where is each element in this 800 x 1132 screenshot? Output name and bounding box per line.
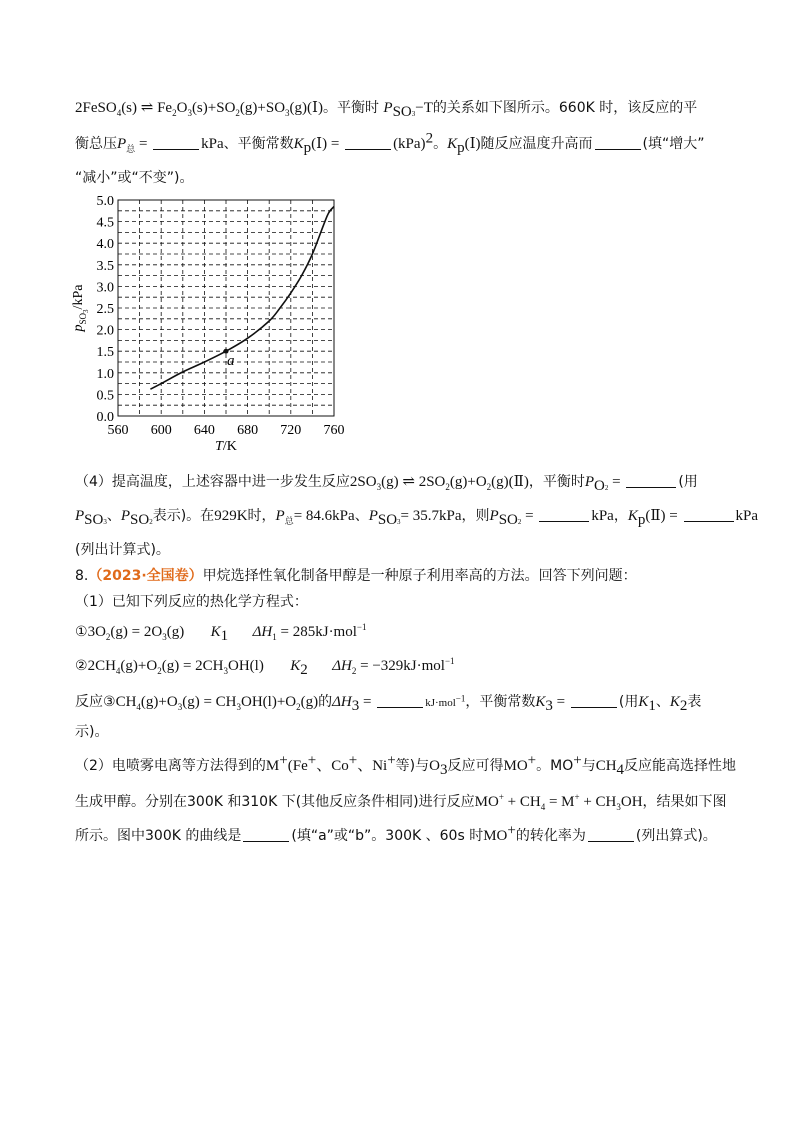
y-tick-label: 3.5 bbox=[96, 258, 114, 274]
source-tag: （2023·全国卷） bbox=[88, 568, 203, 584]
q7-line-1: 2FeSO$_4$(s) ⇌ $Fe_2O_3(s)+SO_2(g)+SO_3(g)(Ⅰ)$。平衡时 $P_{SO3}-T$的关系如下图所示。660K 时，该反应的平 bbox=[75, 100, 698, 120]
answer-blank-curve[interactable] bbox=[243, 827, 289, 842]
equation-1: 2FeSO$_4$(s) ⇌ $Fe_2O_3(s)+SO_2(g)+SO_3(g)(Ⅰ)$ bbox=[75, 100, 323, 118]
answer-blank-k3[interactable] bbox=[571, 693, 617, 708]
q8-part2-line-2: 生成甲醇。分别在300K 和310K 下(其他反应条件相同)进行反应$MO^+ + CH_4 = M^+ + CH_3OH$，结果如下图 bbox=[75, 792, 727, 812]
answer-blank-kp1[interactable] bbox=[345, 135, 391, 150]
pressure-temperature-chart bbox=[68, 192, 358, 460]
q8-title: 8.（2023·全国卷）甲烷选择性氧化制备甲醇是一种原子利用率高的方法。回答下列问题： bbox=[75, 568, 637, 584]
q7-line-3: “减小”或“不变”)。 bbox=[75, 170, 194, 186]
q8-part2-line-3: 所示。图中300K 的曲线是 (填“a”或“b”。300K 、60s 时MO+的转化率为 (列出算式)。 bbox=[75, 822, 717, 844]
y-tick-label: 1.5 bbox=[96, 345, 114, 361]
answer-blank-po2[interactable] bbox=[626, 473, 676, 488]
chart-grid bbox=[118, 200, 334, 416]
x-tick-label: 680 bbox=[237, 423, 259, 438]
reaction-3-cont: 示)。 bbox=[75, 724, 109, 740]
y-tick-label: 4.5 bbox=[96, 215, 114, 231]
answer-blank-total-pressure[interactable] bbox=[153, 135, 199, 150]
y-tick-labels bbox=[97, 194, 115, 425]
y-tick-label: 5.0 bbox=[96, 194, 114, 209]
p-so3-subscript: SO3 bbox=[392, 103, 416, 120]
x-tick-labels bbox=[108, 423, 345, 438]
y-axis-label: $p_{SO}3$/kPa bbox=[71, 284, 90, 332]
point-a-label: a bbox=[227, 353, 235, 370]
y-tick-label: 3.0 bbox=[96, 280, 114, 296]
x-tick-label: 560 bbox=[107, 423, 129, 438]
answer-blank-conversion[interactable] bbox=[588, 827, 634, 842]
q4-line-2: $P_{SO3}$、$P_{SO2}$表示)。在929K时，$P_总= 84.6kPa$、$P_{SO3}= 35.7kPa$，则$P_{SO2}$ = kPa，$K_p(Ⅱ)$ = kPa bbox=[75, 508, 759, 528]
x-tick-label: 760 bbox=[323, 423, 345, 438]
chart-svg bbox=[68, 192, 358, 460]
equation-2: $2SO_3(g)$ ⇌ $2SO_2(g)+O_2(g)(Ⅱ)$ bbox=[349, 474, 529, 492]
y-tick-label: 0.0 bbox=[96, 410, 114, 425]
q4-line-1: （4）提高温度，上述容器中进一步发生反应$2SO_3(g)$ ⇌ $2SO_2(g)+O_2(g)(Ⅱ)$，平衡时$P_{O2}$ = (用 bbox=[75, 474, 698, 494]
reaction-3: 反应$③CH_4(g)+O_3(g) = CH_3OH(l)+O_2(g)$的$\Delta H_3 = kJ\cdot mol^{-1}$，平衡常数$K_3$ = (用$K_1$、$K_2$表 bbox=[75, 693, 702, 714]
y-tick-label: 0.5 bbox=[96, 388, 114, 404]
x-tick-label: 600 bbox=[150, 423, 172, 438]
answer-blank-kp2[interactable] bbox=[684, 507, 734, 522]
reaction-1: $①3O_2(g) = 2O_3(g)$ $K_1$ $\Delta H_1 = 285kJ\cdot mol^{-1}$ bbox=[75, 622, 367, 644]
reaction-2: $②2CH_4(g)+O_2(g) = 2CH_3OH(l)$ $K_2$ $\Delta H_2 = -329kJ\cdot mol^{-1}$ bbox=[75, 656, 455, 678]
x-tick-label: 720 bbox=[280, 423, 302, 438]
x-axis-label: T/K bbox=[215, 439, 237, 454]
answer-blank-trend[interactable] bbox=[595, 135, 641, 150]
y-tick-label: 1.0 bbox=[96, 366, 114, 382]
q4-line-3: (列出计算式)。 bbox=[75, 542, 170, 558]
y-tick-label: 2.5 bbox=[96, 302, 114, 317]
y-tick-label: 2.0 bbox=[96, 323, 114, 339]
q8-part1-intro: （1）已知下列反应的热化学方程式： bbox=[75, 594, 308, 610]
q8-part2-line-1: （2）电喷雾电离等方法得到的M+(Fe+、Co+、Ni+等)与$O_3$反应可得MO+。MO+与$CH_4$反应能高选择性地 bbox=[75, 752, 737, 778]
x-tick-label: 640 bbox=[193, 423, 215, 438]
q7-line-2: 衡总压$P_总$ = kPa、平衡常数$K_p(Ⅰ) = (kPa)^2$。$K_p(Ⅰ)$随反应温度升高而 (填“增大” bbox=[75, 130, 705, 156]
answer-blank-pso2[interactable] bbox=[539, 507, 589, 522]
y-tick-label: 4.0 bbox=[96, 237, 114, 253]
answer-blank-dh3[interactable] bbox=[377, 693, 423, 708]
